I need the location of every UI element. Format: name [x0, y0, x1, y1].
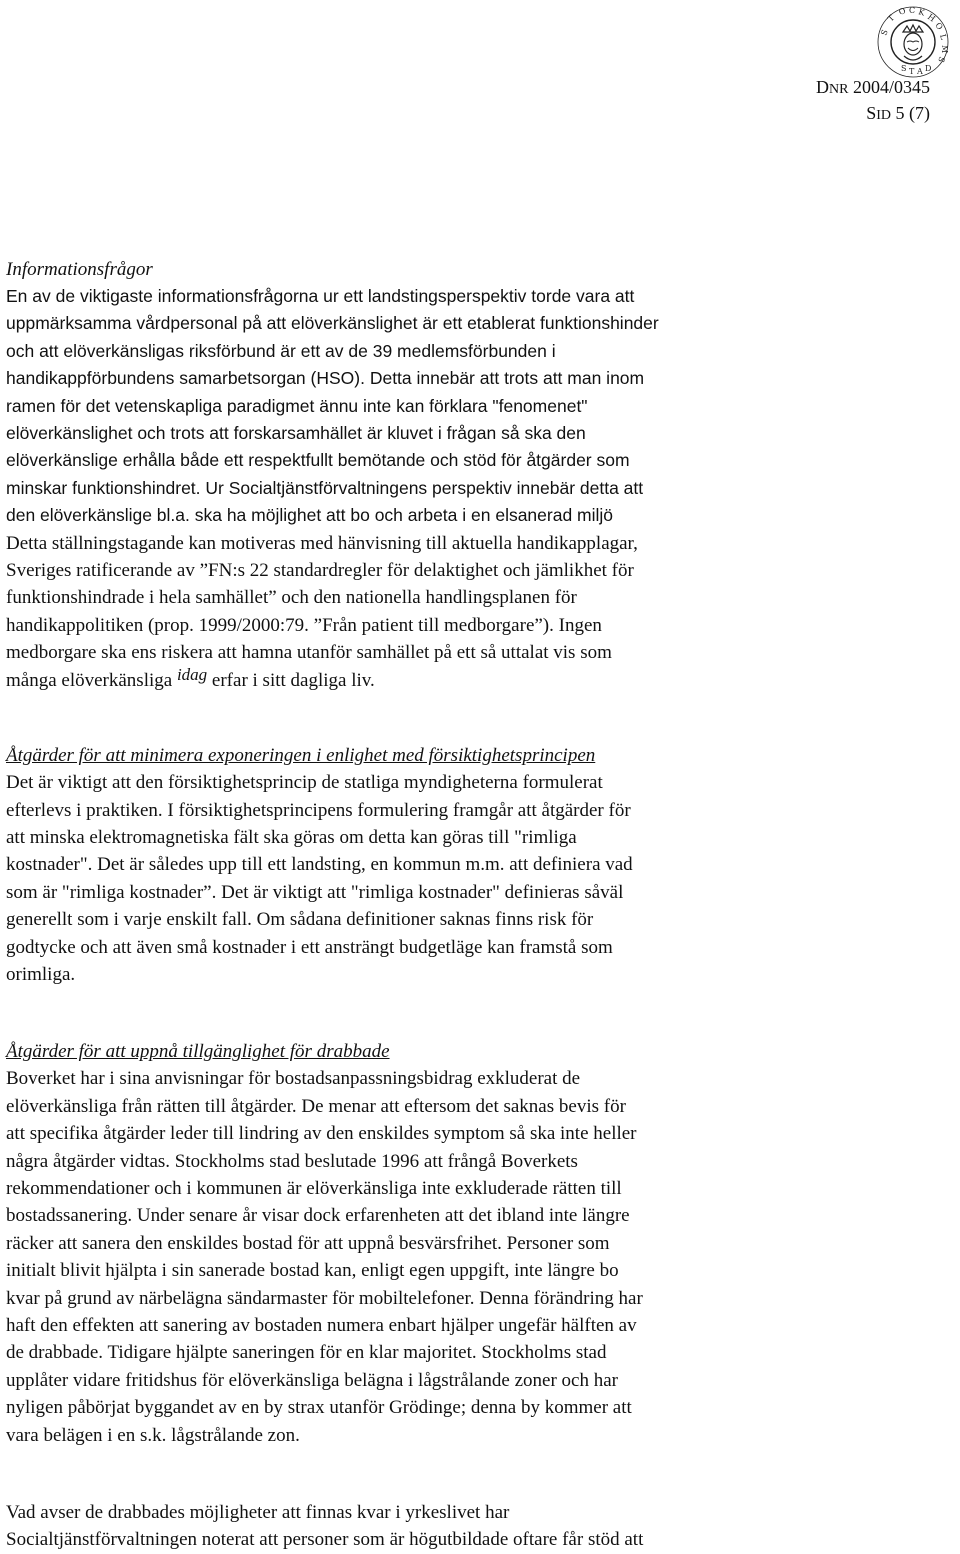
svg-text:O: O: [897, 6, 907, 17]
text-line: räcker att sanera den enskildes bostad för att uppnå besvärsfrihet. Personer som: [6, 1232, 610, 1254]
section-spacer: [6, 988, 826, 1038]
text-line: Boverket har i sina anvisningar för bostadsanpassningsbidrag exkluderat de: [6, 1068, 581, 1090]
text-line: initialt blivit hjälpta i sin sanerade bostad kan, enligt egen uppgift, inte längre bo: [6, 1260, 619, 1282]
text-line: elöverkänslige erhålla både ett respektfullt bemötande och stöd för åtgärder som: [6, 450, 630, 471]
svg-text:L: L: [938, 33, 949, 41]
text-line: handikappolitiken (prop. 1999/2000:79. ”Från patient till medborgare”). Ingen: [6, 614, 602, 636]
svg-text:S: S: [901, 64, 907, 73]
text-line: generellt som i varje enskilt fall. Om sådana definitioner saknas finns risk för: [6, 909, 594, 931]
paragraph-yrkeslivet: [6, 1499, 826, 1554]
text-line: kvar på grund av närbelägna sändarmaster för mobiltelefoner. Denna förändring har: [6, 1287, 643, 1309]
page-number: [866, 102, 930, 127]
text-line: [6, 664, 826, 694]
svg-text:T: T: [909, 67, 915, 76]
text-line: bostadssanering. Under senare år visar dock erfarenheten att det ibland inte längre: [6, 1205, 630, 1227]
section-heading-tillganglighet: Åtgärder för att uppnå tillgänglighet för drabbade: [6, 1041, 390, 1063]
svg-text:T: T: [886, 13, 897, 24]
section-heading-informationsfragor: Informationsfrågor: [6, 259, 153, 280]
paragraph-information-sans: [6, 283, 826, 530]
text-fragment: många elöverkänsliga: [6, 669, 173, 691]
text-line: den elöverkänslige bl.a. ska ha möjlighet att bo och arbeta i en elsanerad miljö: [6, 505, 614, 526]
svg-text:A: A: [917, 67, 923, 76]
text-line: haft den effekten att sanering av bostaden numera enbart hjälper ungefär hälften av: [6, 1315, 637, 1336]
text-line: ramen för det vetenskapliga paradigmet ännu inte kan förklara "fenomenet": [6, 395, 588, 416]
text-fragment: erfar i sitt dagliga liv.: [211, 669, 375, 691]
paragraph-information-serif: [6, 530, 826, 694]
text-line: handikappförbundens samarbetsorgan (HSO). Detta innebär att trots att man inom: [6, 368, 645, 389]
text-line: kostnader". Det är således upp till ett landsting, en kommun m.m. att definiera vad: [6, 854, 633, 876]
text-fragment-idag: idag: [176, 664, 208, 684]
svg-text:O: O: [933, 20, 945, 32]
text-line: elöverkänslighet och trots att forskarsamhället är kluvet i frågan så ska den: [6, 423, 586, 444]
text-line: nyligen påbörjat byggandet av en by strax utanför Grödinge; denna by kommer att: [6, 1397, 632, 1419]
text-line: medborgare ska ens riskera att hamna utanför samhället på ett så uttalat vis som: [6, 642, 612, 664]
svg-text:S: S: [879, 28, 890, 37]
text-line: vara belägen i en s.k. lågstrålande zon.: [6, 1424, 300, 1446]
document-body: [6, 256, 826, 1554]
svg-text:D: D: [925, 64, 932, 73]
paragraph-forsiktighetsprincipen: [6, 769, 826, 988]
text-line: upplåter vidare fritidshus för elöverkänsliga belägna i lågstrålande zoner och har: [6, 1369, 618, 1391]
text-line: orimliga.: [6, 963, 76, 985]
paragraph-tillganglighet: [6, 1065, 826, 1449]
text-line: En av de viktigaste informationsfrågorna ur ett landstingsperspektiv torde vara att: [6, 286, 635, 306]
text-line: uppmärksamma vårdpersonal på att elöverkänslighet är ett etablerat funktionshinder: [6, 313, 659, 334]
text-line: att minska elektromagnetiska fält ska göras om detta kan göras till "rimliga: [6, 826, 577, 848]
text-line: att specifika åtgärder leder till lindring av den enskildes symptom så ska inte heller: [6, 1123, 637, 1145]
text-line: funktionshindrade i hela samhället” och den nationella handlingsplanen för: [6, 587, 577, 609]
svg-text:K: K: [917, 7, 926, 18]
stockholms-stad-seal-logo: [877, 6, 949, 78]
text-line: några åtgärder vidtas. Stockholms stad beslutade 1996 att frångå Boverkets: [6, 1150, 578, 1172]
svg-text:M: M: [940, 45, 949, 54]
text-line: elöverkänsliga från rätten till åtgärder. De menar att eftersom det saknas bevis för: [6, 1095, 626, 1117]
paragraph-spacer: [6, 1449, 826, 1499]
text-line: och att elöverkänsligas riksförbund är ett av de 39 medlemsförbunden i: [6, 340, 556, 361]
text-line: som är "rimliga kostnader”. Det är viktigt att "rimliga kostnader" definieras såväl: [6, 881, 624, 903]
text-line: rekommendationer och i kommunen är elöverkänsliga inte exkluderade rätten till: [6, 1177, 622, 1199]
text-line: godtycke och att även små kostnader i ett ansträngt budgetläge kan framstå som: [6, 936, 613, 958]
text-line: Detta ställningstagande kan motiveras med hänvisning till aktuella handikapplagar,: [6, 532, 638, 554]
text-line: de drabbade. Tidigare hjälpte saneringen för en klar majoritet. Stockholms stad: [6, 1342, 607, 1364]
text-line: Det är viktigt att den försiktighetsprincip de statliga myndigheterna formulerat: [6, 772, 603, 794]
dnr-number: 2004/0345: [852, 77, 930, 97]
sid-page: 5 (7): [895, 103, 930, 123]
svg-text:H: H: [925, 12, 937, 24]
section-spacer: [6, 694, 826, 742]
text-line: Socialtjänstförvaltningen noterat att personer som är högutbildade oftare får stöd att: [6, 1529, 644, 1551]
section-heading-forsiktighetsprincipen: Åtgärder för att minimera exponeringen i enlighet med försiktighetsprincipen: [6, 745, 596, 767]
text-line: minskar funktionshindret. Ur Socialtjänstförvaltningens perspektiv innebär detta att: [6, 477, 644, 498]
svg-text:C: C: [909, 6, 916, 15]
dnr-prefix: D: [816, 77, 830, 97]
text-line: Vad avser de drabbades möjligheter att finnas kvar i yrkeslivet har: [6, 1502, 510, 1524]
text-line: efterlevs i praktiken. I försiktighetsprincipens formulering framgår att åtgärder för: [6, 799, 631, 821]
svg-text:S: S: [936, 55, 947, 64]
text-line: Sveriges ratificerande av ”FN:s 22 standardregler för delaktighet och jämlikhet för: [6, 560, 634, 582]
sid-prefix: S: [866, 103, 877, 123]
sid-small-caps: ID: [876, 108, 891, 123]
document-number: [816, 76, 930, 101]
dnr-small-caps: NR: [829, 82, 849, 97]
